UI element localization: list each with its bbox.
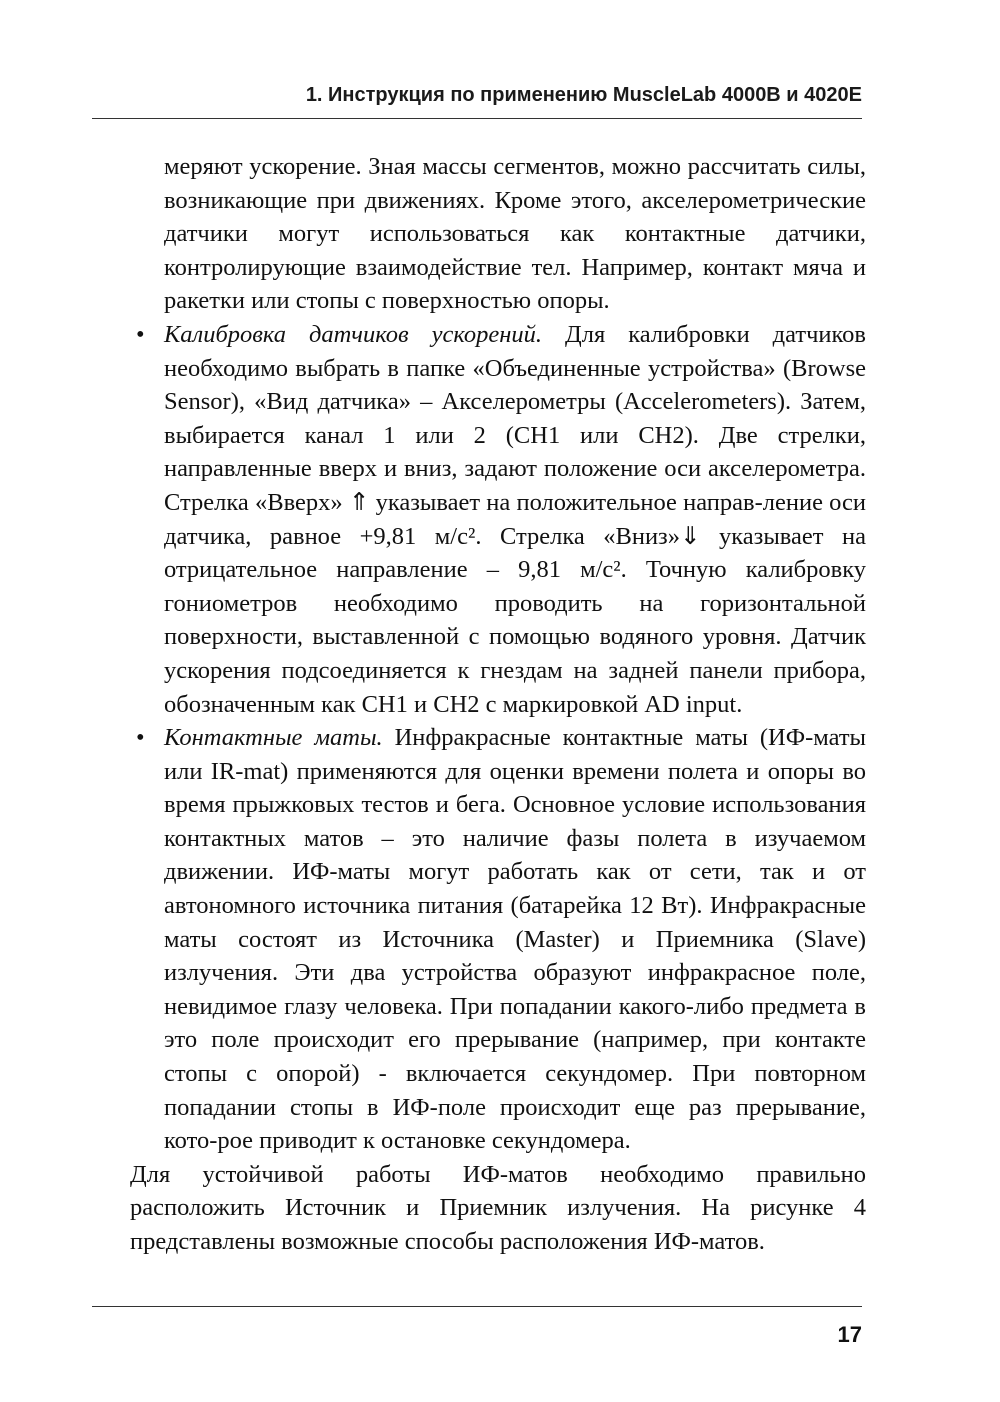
running-header: 1. Инструкция по применению MuscleLab 4000B и 4020E <box>305 84 862 106</box>
page-body <box>130 150 866 1259</box>
bullet-item-contact-mats <box>130 721 866 1158</box>
bullet-item-calibration <box>130 318 866 721</box>
footer-rule <box>92 1306 862 1307</box>
bullet-marker: • <box>136 724 145 752</box>
bullet-text: Инфракрасные контактные маты (ИФ-маты или IR-mat) применяются для оценки времени полета и опоры во время прыжковых тестов и бега. Основное условие использования контактных матов – это наличие фазы полета в изучаемом движении. ИФ-маты могут работать как от сети, так и от автономного источника питания (батарейка 12 Вт). Инфракрасные маты состоят из Источника (Master) и Приемника (Slave) излучения. Эти два устройства образуют инфракрасное поле, невидимое глазу человека. При попадании какого-либо предмета в это поле происходит его прерывание (например, при контакте стопы с опорой) - включается секундомер. При повторном попадании стопы в ИФ-поле происходит еще раз прерывание, кото-рое приводит к остановке секундомера. <box>164 724 866 1155</box>
bullet-term: Контактные маты. <box>164 724 383 752</box>
intro-paragraph: меряют ускорение. Зная массы сегментов, можно рассчитать силы, возникающие при движениях. Кроме этого, акселерометрические датчики могут использоваться как контактные датчики, контролирующие взаимодействие тел. Например, контакт мяча и ракетки или стопы с поверхностью опоры. <box>164 153 866 315</box>
bullet-text: Для калибровки датчиков необходимо выбрать в папке «Объединенные устройства» (Browse Sensor), «Вид датчика» – Акселерометры (Accelerometers). Затем, выбирается канал 1 или 2 (CH1 или CH2). Две стрелки, направленные вверх и вниз, задают положение оси акселерометра. Стрелка «Вверх» ⇑ указывает на положительное направ-ление оси датчика, равное +9,81 м/с². Стрелка «Вниз»⇓ указывает на отрицательное направление – 9,81 м/с². Точную калибровку гониометров необходимо проводить на горизонтальной поверхности, выставленной с помощью водяного уровня. Датчик ускорения подсоединяется к гнездам на задней панели прибора, обозначенным как CH1 и CH2 с маркировкой AD input. <box>164 320 866 718</box>
header-rule <box>92 118 862 119</box>
page-number: 17 <box>837 1322 862 1347</box>
bullet-term: Калибровка датчиков ускорений. <box>164 320 543 348</box>
final-paragraph: Для устойчивой работы ИФ-матов необходимо правильно расположить Источник и Приемник излучения. На рисунке 4 представлены возможные способы расположения ИФ-матов. <box>130 1160 866 1255</box>
bullet-marker: • <box>136 320 145 348</box>
